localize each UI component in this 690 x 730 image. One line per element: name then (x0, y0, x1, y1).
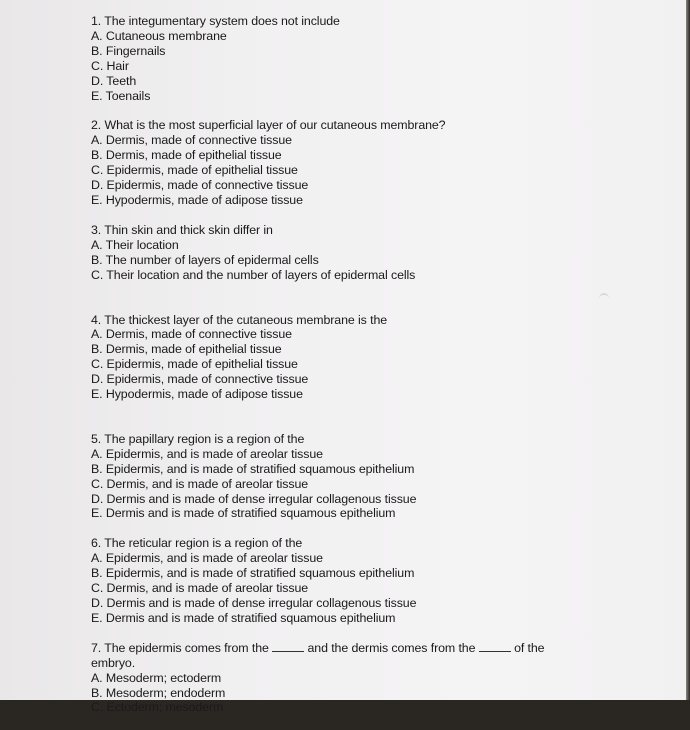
answer-option: B. Mesoderm; endoderm (91, 685, 226, 700)
question-stem: 3. Thin skin and thick skin differ in (91, 222, 273, 237)
answer-option: E. Hypodermis, made of adipose tissue (91, 192, 303, 207)
answer-option: E. Dermis and is made of stratified squamous epithelium (91, 610, 396, 625)
question-stem-continued: embryo. (91, 655, 136, 670)
answer-option: A. Cutaneous membrane (91, 28, 227, 43)
question-4 (91, 313, 651, 402)
answer-option: B. Dermis, made of epithelial tissue (91, 342, 282, 357)
answer-option: A. Epidermis, and is made of areolar tissue (91, 446, 323, 461)
question-2 (91, 118, 651, 207)
answer-option: A. Mesoderm; ectoderm (91, 670, 222, 685)
question-6 (91, 536, 651, 625)
answer-option: D. Dermis and is made of dense irregular collagenous tissue (91, 596, 417, 610)
answer-option: B. Epidermis, and is made of stratified squamous epithelium (91, 461, 415, 476)
answer-option: B. The number of layers of epidermal cells (91, 252, 319, 267)
question-7 (91, 641, 651, 716)
question-stem-part: 7. The epidermis comes from the (91, 640, 269, 655)
question-stem: 5. The papillary region is a region of the (91, 431, 305, 446)
answer-option: D. Dermis and is made of dense irregular collagenous tissue (91, 491, 417, 506)
answer-option: B. Epidermis, and is made of stratified squamous epithelium (91, 566, 415, 581)
question-1 (91, 14, 651, 103)
quiz-content (91, 14, 651, 730)
answer-option: D. Teeth (91, 73, 137, 88)
answer-option: C. Ectoderm; mesoderm (91, 700, 224, 715)
answer-option: C. Dermis, and is made of areolar tissue (91, 476, 309, 491)
answer-option: C. Their location and the number of layers of epidermal cells (91, 267, 416, 282)
answer-option: D. Epidermis, made of connective tissue (91, 372, 309, 387)
answer-option: A. Epidermis, and is made of areolar tissue (91, 551, 323, 566)
question-stem: 4. The thickest layer of the cutaneous membrane is the (91, 312, 388, 327)
answer-option: A. Dermis, made of connective tissue (91, 327, 292, 342)
question-5 (91, 432, 651, 521)
answer-option: C. Hair (91, 58, 129, 73)
question-3 (91, 223, 651, 283)
question-stem: 1. The integumentary system does not include (91, 14, 340, 28)
answer-option: A. Their location (91, 237, 179, 252)
question-stem: 6. The reticular region is a region of the (91, 536, 303, 551)
answer-option: D. Epidermis, made of connective tissue (91, 178, 309, 193)
answer-option: C. Epidermis, made of epithelial tissue (91, 357, 298, 372)
answer-option: E. Hypodermis, made of adipose tissue (91, 387, 303, 402)
answer-option: A. Dermis, made of connective tissue (91, 133, 292, 148)
answer-option: E. Dermis and is made of stratified squamous epithelium (91, 506, 396, 521)
question-stem-part: and the dermis comes from the (307, 640, 476, 655)
answer-option: B. Dermis, made of epithelial tissue (91, 148, 282, 163)
answer-option: E. Toenails (91, 88, 151, 103)
question-stem: 2. What is the most superficial layer of our cutaneous membrane? (91, 118, 446, 133)
answer-option: B. Fingernails (91, 43, 166, 58)
answer-option: C. Epidermis, made of epithelial tissue (91, 163, 298, 178)
question-stem-line (91, 641, 651, 656)
fill-in-blank (479, 641, 511, 652)
fill-in-blank (272, 641, 304, 652)
page-edge-shadow (686, 0, 690, 700)
question-stem-part: of the (514, 640, 545, 655)
answer-option: C. Dermis, and is made of areolar tissue (91, 581, 309, 596)
